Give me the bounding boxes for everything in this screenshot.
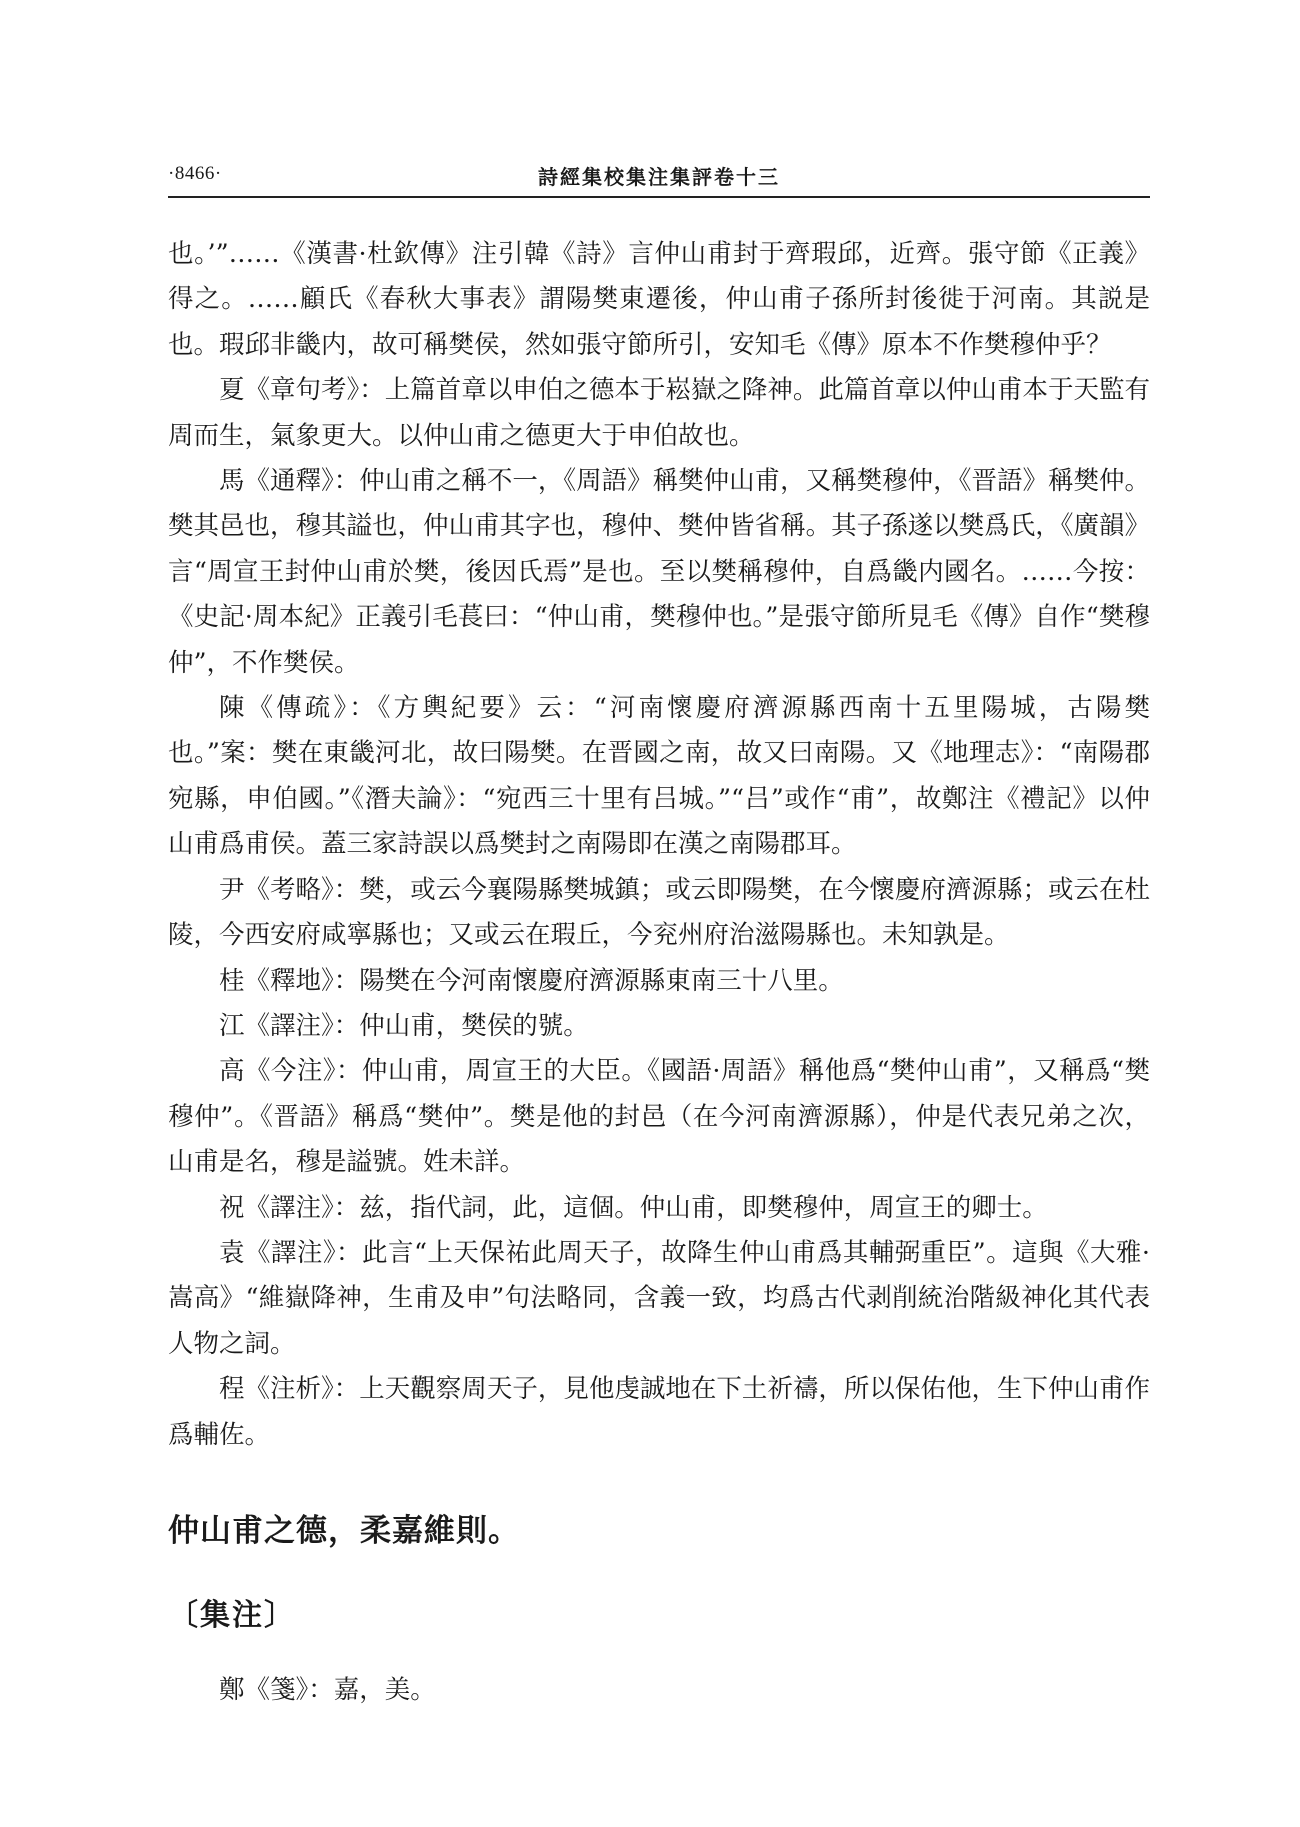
paragraph-gao: 高《今注》：仲山甫，周宣王的大臣。《國語·周語》稱他爲“樊仲山甫”，又稱爲“樊穆仲”。《晋語》稱爲“樊仲”。樊是他的封邑（在今河南濟源縣），仲是代表兄弟之次，山甫是名，穆是謚號。姓未詳。 xyxy=(168,1056,1150,1178)
paragraph-gui: 桂《釋地》：陽樊在今河南懷慶府濟源縣東南三十八里。 xyxy=(219,965,844,996)
page-number: ·8466· xyxy=(168,163,222,184)
paragraph-xia: 夏《章句考》：上篇首章以申伯之德本于崧嶽之降神。此篇首章以仲山甫本于天監有周而生，氣象更大。以仲山甫之德更大于申伯故也。 xyxy=(168,375,1150,451)
paragraph-zhu: 祝《譯注》：兹，指代詞，此，這個。仲山甫，即樊穆仲，周宣王的卿士。 xyxy=(219,1192,1048,1223)
paragraph-yuan: 袁《譯注》：此言“上天保祐此周天子，故降生仲山甫爲其輔弼重臣”。這與《大雅·嵩高》“維嶽降神，生甫及申”句法略同，含義一致，均爲古代剥削統治階級神化其代表人物之詞。 xyxy=(168,1237,1150,1359)
verse-line: 仲山甫之德，柔嘉維則。 xyxy=(168,1513,520,1549)
paragraph-yin: 尹《考略》：樊，或云今襄陽縣樊城鎮；或云即陽樊，在今懷慶府濟源縣；或云在杜陵，今西安府咸寧縣也；又或云在瑕丘，今兖州府治滋陽縣也。未知孰是。 xyxy=(168,874,1150,951)
paragraph-jiang: 江《譯注》：仲山甫，樊侯的號。 xyxy=(219,1010,589,1041)
paragraph-continuation: 也。’”……《漢書·杜欽傳》注引韓《詩》言仲山甫封于齊瑕邱，近齊。張守節《正義》得之。……顧氏《春秋大事表》謂陽樊東遷後，仲山甫子孫所封後徙于河南。其説是也。瑕邱非畿内，故可稱樊侯，然如張守節所引，安知毛《傳》原本不作樊穆仲乎？ xyxy=(168,239,1150,360)
paragraph-ma: 馬《通釋》：仲山甫之稱不一，《周語》稱樊仲山甫，又稱樊穆仲，《晋語》稱樊仲。樊其邑也，穆其謚也，仲山甫其字也，穆仲、樊仲皆省稱。其子孫遂以樊爲氏，《廣韻》言“周宣王封仲山甫於樊，後因氏焉”是也。至以樊稱穆仲，自爲畿内國名。……今按：《史記·周本紀》正義引毛萇曰：“仲山甫，樊穆仲也。”是張守節所見毛《傳》自作“樊穆仲”，不作樊侯。 xyxy=(168,466,1150,678)
header-rule xyxy=(168,196,1150,198)
note-zheng: 鄭《箋》：嘉，美。 xyxy=(219,1675,436,1705)
running-header xyxy=(168,155,1150,193)
commentary-body xyxy=(168,232,1150,1458)
paragraph-chen: 陳《傳疏》：《方輿紀要》云：“河南懷慶府濟源縣西南十五里陽城，古陽樊也。”案：樊在東畿河北，故曰陽樊。在晋國之南，故又曰南陽。又《地理志》：“南陽郡宛縣，申伯國。”《潛夫論》：“宛西三十里有吕城。”“吕”或作“甫”，故鄭注《禮記》以仲山甫爲甫侯。蓋三家詩誤以爲樊封之南陽即在漢之南陽郡耳。 xyxy=(168,693,1150,860)
paragraph-cheng: 程《注析》：上天觀察周天子，見他虔誠地在下土祈禱，所以保佑他，生下仲山甫作爲輔佐。 xyxy=(168,1374,1150,1450)
collected-notes xyxy=(168,1668,1150,1713)
section-heading: 〔集注〕 xyxy=(168,1598,296,1633)
running-title: 詩經集校集注集評卷十三 xyxy=(538,165,780,189)
